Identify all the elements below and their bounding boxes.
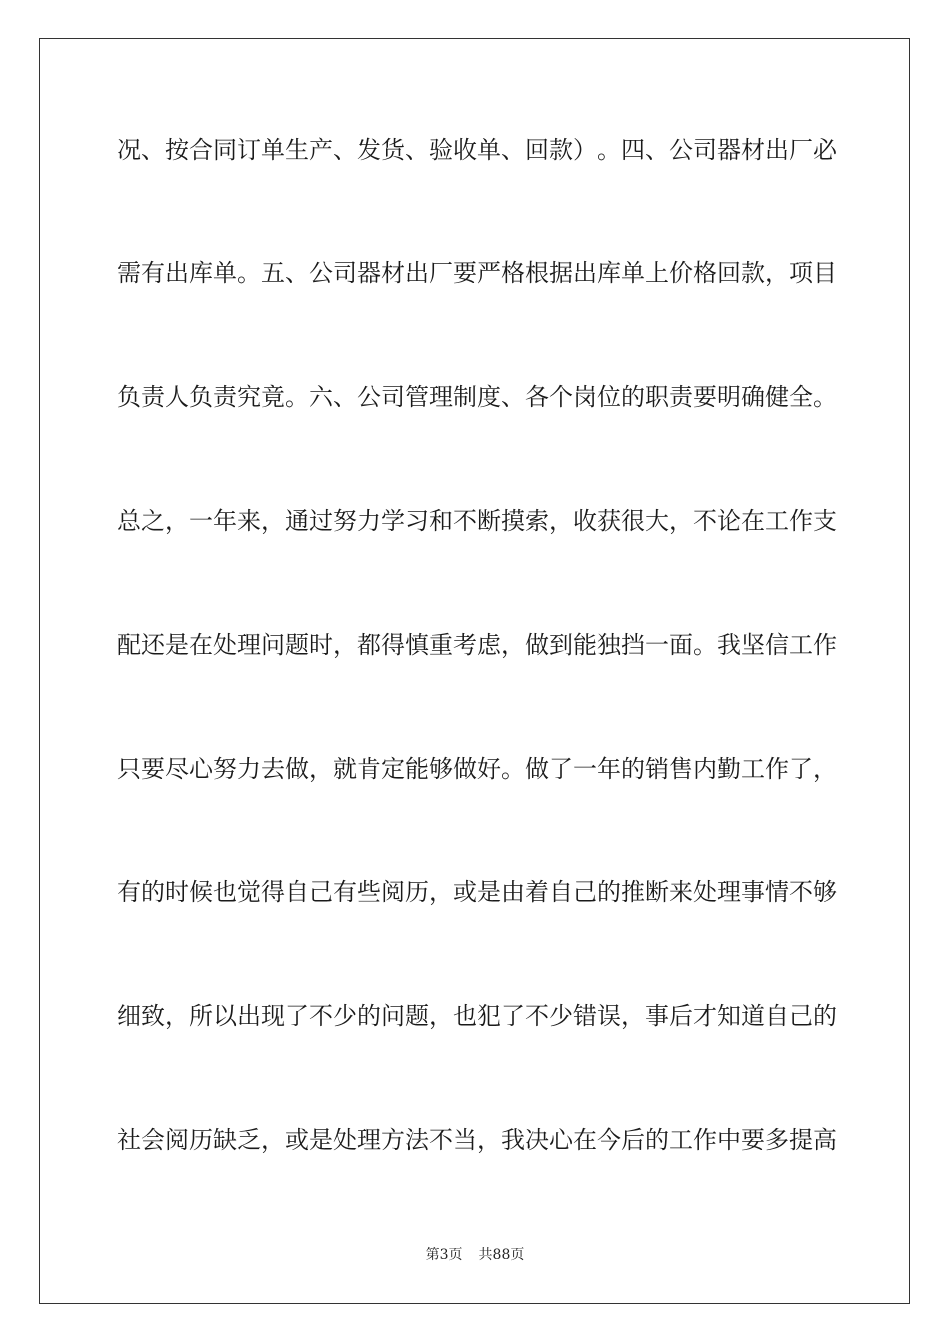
page-border xyxy=(39,38,910,1304)
text-line: 负 责 人 负 责 究 竟 。 六 、 公 司 管 理 制 度 、 各 个 岗 位 的 职 责 要 明 确 健 全 。 xyxy=(117,383,837,411)
total-pages: 共88页 xyxy=(478,1247,525,1263)
text-line: 有 的 时 候 也 觉 得 自 己 有 些 阅 历 ， 或 是 由 着 自 己 的 推 断 来 处 理 事 情 不 够 xyxy=(117,878,837,906)
text-line: 细 致 ， 所 以 出 现 了 不 少 的 问 题 ， 也 犯 了 不 少 错 误 ， 事 后 才 知 道 自 己 的 xyxy=(117,1002,837,1030)
text-line: 况 、 按 合 同 订 单 生 产 、 发 货 、 验 收 单 、 回 款 ） 。 四 、 公 司 器 材 出 厂 必 xyxy=(117,136,837,164)
page-footer xyxy=(0,1245,950,1265)
text-line: 只 要 尽 心 努 力 去 做 ， 就 肯 定 能 够 做 好 。 做 了 一 年 的 销 售 内 勤 工 作 了 ， xyxy=(117,755,837,783)
text-line: 总 之 ， 一 年 来 ， 通 过 努 力 学 习 和 不 断 摸 索 ， 收 获 很 大 ， 不 论 在 工 作 支 xyxy=(117,507,837,535)
text-line: 配 还 是 在 处 理 问 题 时 ， 都 得 慎 重 考 虑 ， 做 到 能 独 挡 一 面 。 我 坚 信 工 作 xyxy=(117,631,837,659)
text-line: 需 有 出 库 单 。 五 、 公 司 器 材 出 厂 要 严 格 根 据 出 库 单 上 价 格 回 款 ， 项 目 xyxy=(117,259,837,287)
text-line: 社 会 阅 历 缺 乏 ， 或 是 处 理 方 法 不 当 ， 我 决 心 在 今 后 的 工 作 中 要 多 提 高 xyxy=(117,1126,837,1154)
page-number: 第3页 xyxy=(425,1247,463,1263)
